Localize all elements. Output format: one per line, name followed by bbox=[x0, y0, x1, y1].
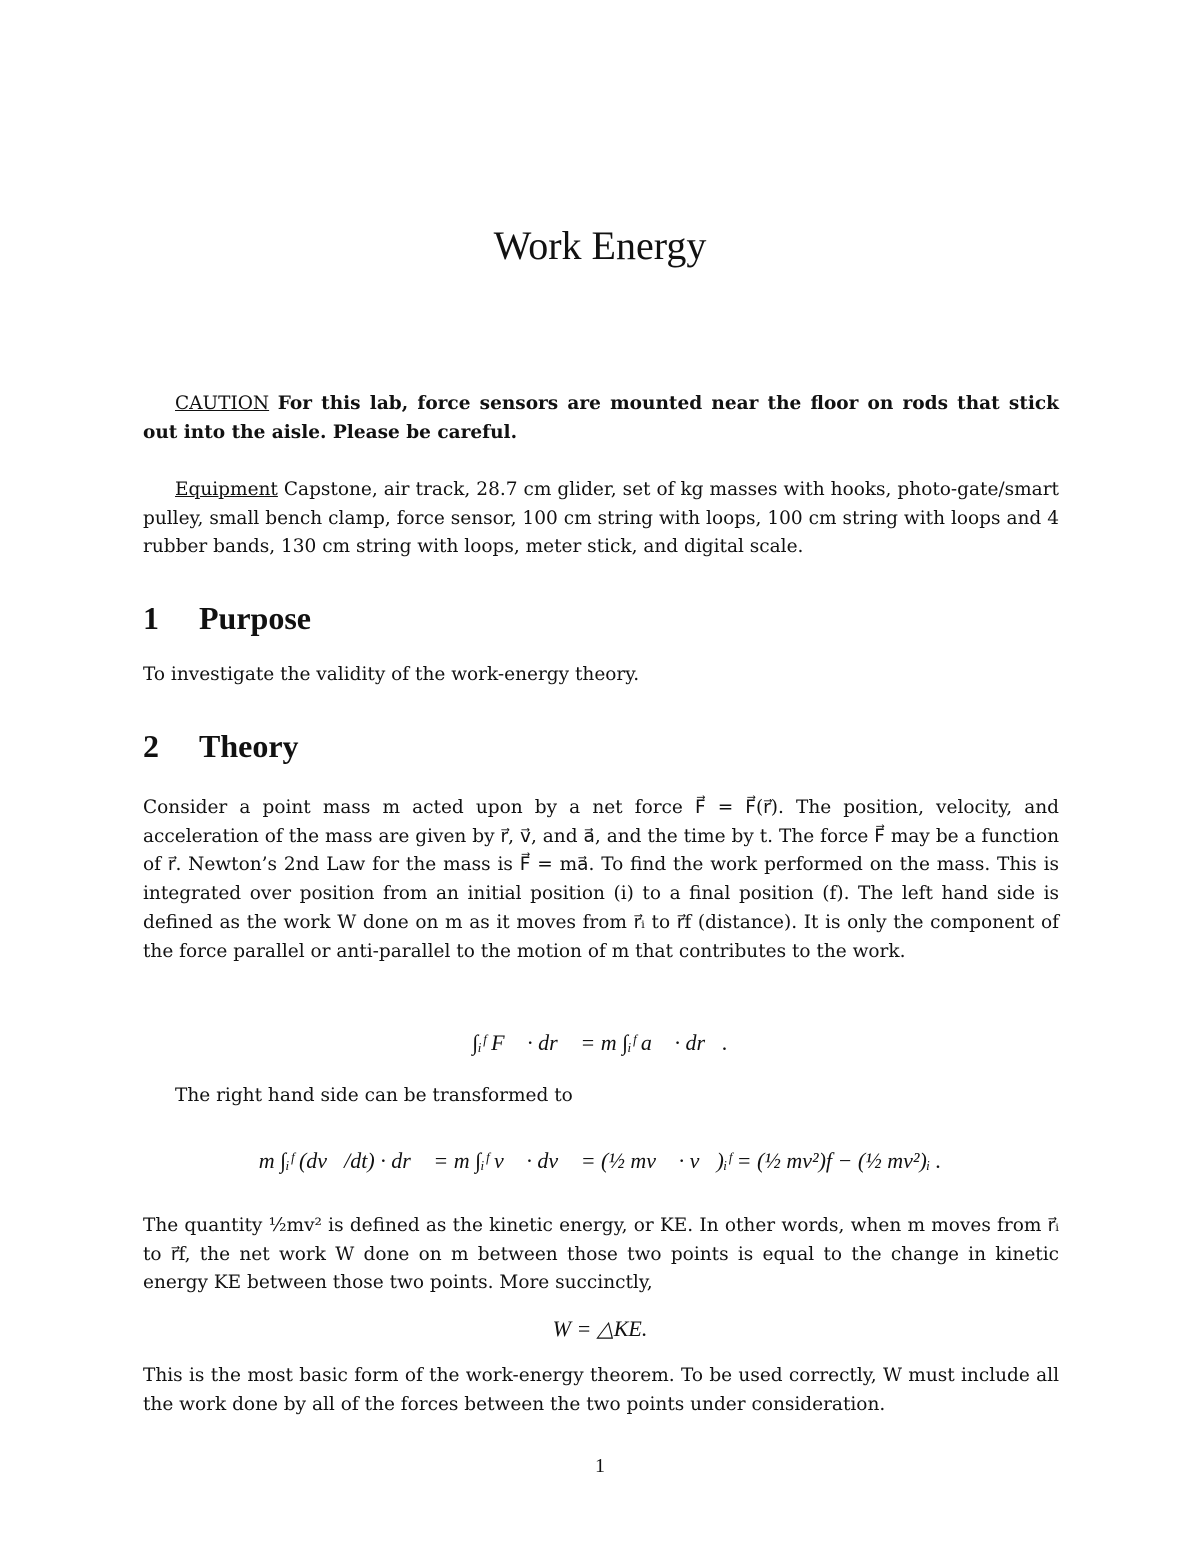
section-title: Purpose bbox=[199, 600, 311, 636]
caution-text: For this lab, force sensors are mounted near the floor on rods that stick out into the aisle. Please be careful. bbox=[143, 393, 1059, 443]
purpose-text: To investigate the validity of the work-energy theory. bbox=[143, 664, 640, 685]
theory-paragraph-1: Consider a point mass m acted upon by a net force F⃗ = F⃗(r⃗). The position, velocity, and acceleration of the mass are given by r⃗, v⃗, and a⃗, and the time by t. The force F⃗ may be a function of r⃗. Newton’s 2nd Law for the mass is F⃗ = ma⃗. To find the work performed on the mass. This is integrated over position from an initial position (i) to a final position (f). The left hand side is defined as the work W done on m as it moves from r⃗ᵢ to r⃗f (distance). It is only the component of the force parallel or anti-parallel to the motion of m that contributes to the work. bbox=[143, 797, 1059, 962]
section-heading-theory bbox=[143, 728, 299, 765]
section-title: Theory bbox=[199, 728, 299, 764]
section-number: 1 bbox=[143, 600, 159, 636]
section-heading-purpose bbox=[143, 600, 311, 637]
caution-paragraph bbox=[143, 390, 1059, 447]
caution-label: CAUTION bbox=[175, 393, 270, 414]
equipment-paragraph bbox=[143, 476, 1059, 562]
equation-work-energy: W = △KE. bbox=[552, 1316, 648, 1341]
theory-paragraph-4: This is the most basic form of the work-energy theorem. To be used correctly, W must include all the work done by all of the forces between the two points under consideration. bbox=[143, 1365, 1059, 1415]
equation-kinetic-transform: m ∫ᵢᶠ (dv⃗/dt) · dr⃗ = m ∫ᵢᶠ v⃗ · dv⃗ = (½ mv⃗ · v⃗)ᵢᶠ = (½ mv²)f − (½ mv²)ᵢ . bbox=[258, 1148, 942, 1173]
equipment-text: Capstone, air track, 28.7 cm glider, set of kg masses with hooks, photo-gate/smart pulley, small bench clamp, force sensor, 100 cm string with loops, 100 cm string with loops and 4 rubber bands, 130 cm string with loops, meter stick, and digital scale. bbox=[143, 479, 1059, 558]
section-number: 2 bbox=[143, 728, 159, 764]
page-number: 1 bbox=[595, 1455, 605, 1477]
equation-work-integral: ∫ᵢᶠ F⃗ · dr⃗ = m ∫ᵢᶠ a⃗ · dr⃗. bbox=[472, 1030, 728, 1055]
document-title: Work Energy bbox=[493, 223, 707, 268]
theory-paragraph-2: The right hand side can be transformed to bbox=[175, 1085, 573, 1106]
theory-paragraph-3: The quantity ½mv² is defined as the kinetic energy, or KE. In other words, when m moves from r⃗ᵢ to r⃗f, the net work W done on m between those two points is equal to the change in kinetic energy KE between those two points. More succinctly, bbox=[143, 1215, 1059, 1294]
equipment-label: Equipment bbox=[175, 479, 278, 500]
